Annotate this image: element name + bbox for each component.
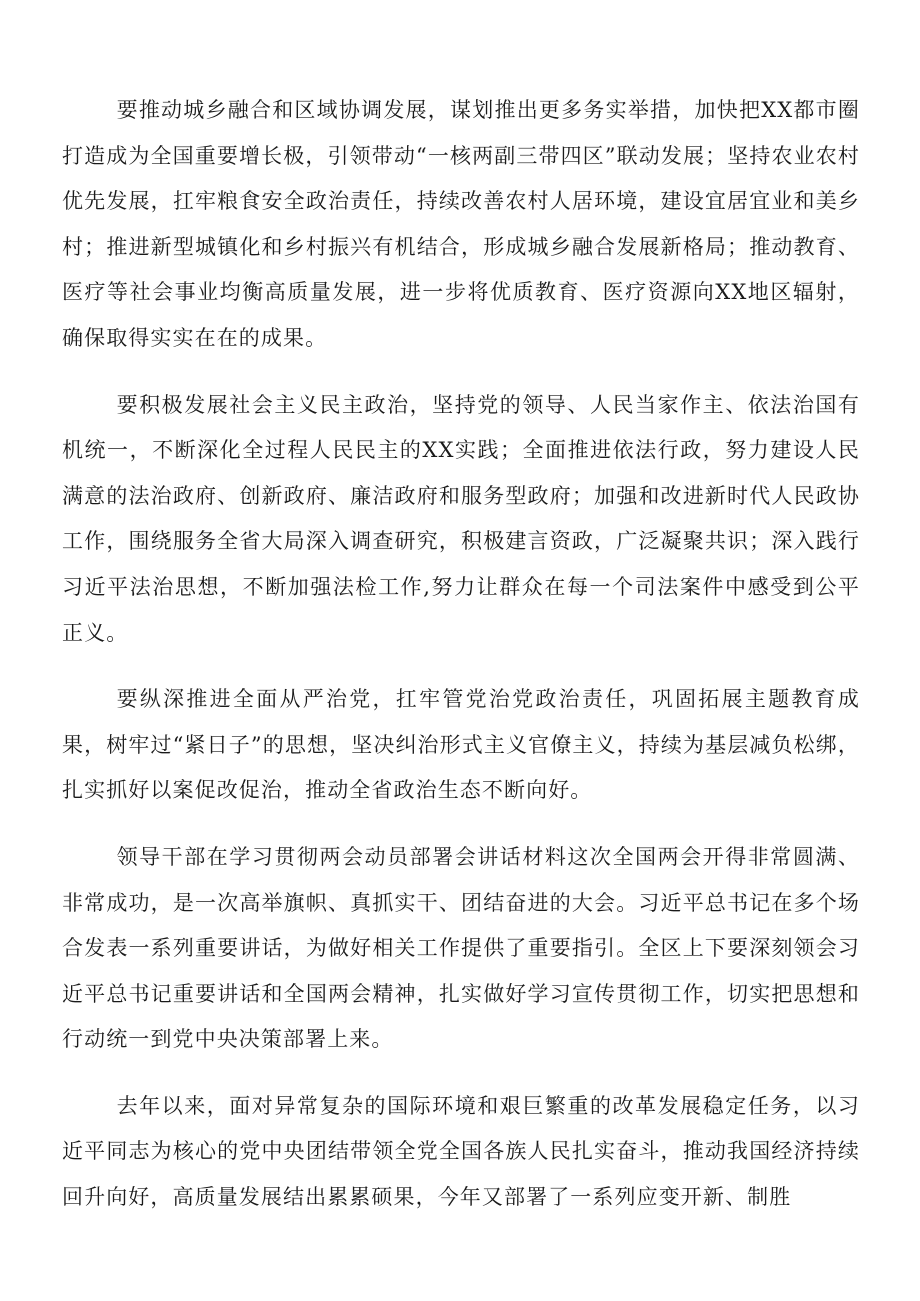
- paragraph-urban-rural-integration: 要推动城乡融合和区域协调发展，谋划推出更多务实举措，加快把XX都市圈打造成为全国重要增长极，引领带动“一核两副三带四区”联动发展；坚持农业农村优先发展，扛牢粮食安全政治责任，持续改善农村人居环境，建设宜居宜业和美乡村；推进新型城镇化和乡村振兴有机结合，形成城乡融合发展新格局；推动教育、医疗等社会事业均衡高质量发展，进一步将优质教育、医疗资源向XX地区辐射，确保取得实实在在的成果。: [62, 98, 860, 350]
- paragraph-party-governance: 要纵深推进全面从严治党，扛牢管党治党政治责任，巩固拓展主题教育成果，树牢过“紧日子”的思想，坚决纠治形式主义官僚主义，持续为基层减负松绑，扎实抓好以案促改促治，推动全省政治生态不断向好。: [62, 687, 860, 803]
- paragraph-democratic-politics: 要积极发展社会主义民主政治，坚持党的领导、人民当家作主、依法治国有机统一，不断深化全过程人民民主的XX实践；全面推进依法行政，努力建设人民满意的法治政府、创新政府、廉洁政府和服务型政府；加强和改进新时代人民政协工作，围绕服务全省大局深入调查研究，积极建言资政，广泛凝聚共识；深入践行习近平法治思想，不断加强法检工作,努力让群众在每一个司法案件中感受到公平正义。: [62, 392, 860, 645]
- paragraph-two-sessions-study: 领导干部在学习贯彻两会动员部署会讲话材料这次全国两会开得非常圆满、非常成功，是一次高举旗帜、真抓实干、团结奋进的大会。习近平总书记在多个场合发表一系列重要讲话，为做好相关工作提供了重要指引。全区上下要深刻领会习近平总书记重要讲话和全国两会精神，扎实做好学习宣传贯彻工作，切实把思想和行动统一到党中央决策部署上来。: [62, 844, 860, 1052]
- paragraph-economic-recovery: 去年以来，面对异常复杂的国际环境和艰巨繁重的改革发展稳定任务，以习近平同志为核心的党中央团结带领全党全国各族人民扎实奋斗，推动我国经济持续回升向好，高质量发展结出累累硕果，今年又部署了一系列应变开新、制胜: [62, 1093, 860, 1210]
